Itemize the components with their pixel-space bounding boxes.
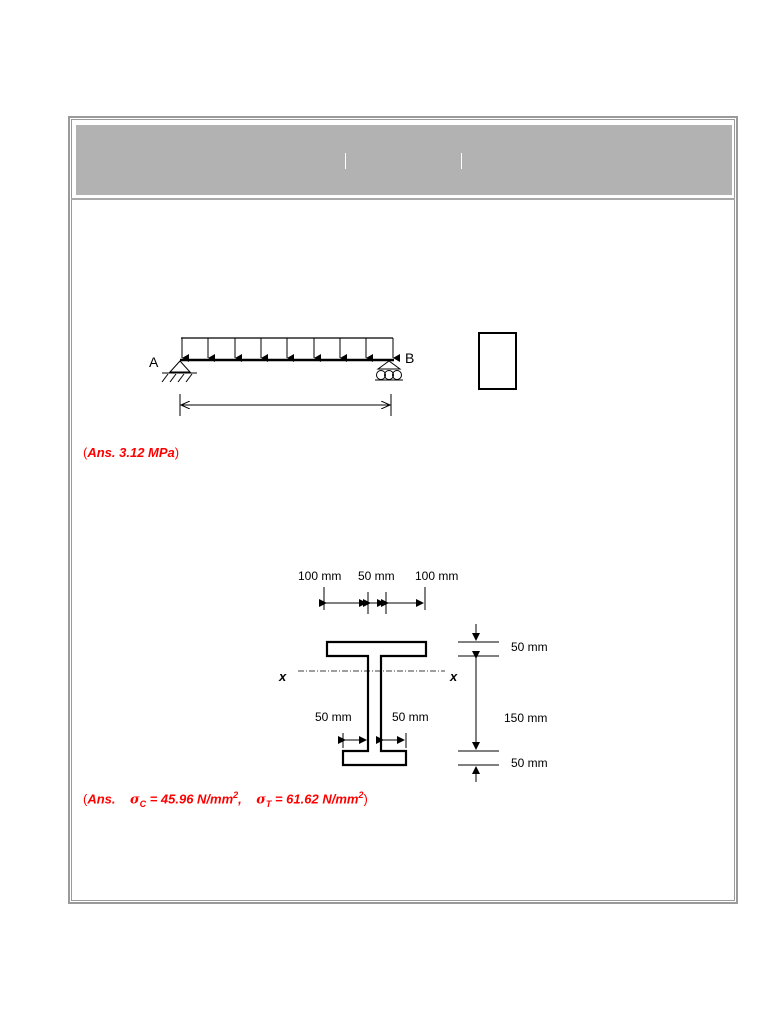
sigma-c-symbol: σ xyxy=(129,792,140,808)
label-a: A xyxy=(149,354,159,370)
sigma-t-exponent: 2 xyxy=(358,790,364,800)
dim-top-flange: 50 mm xyxy=(511,640,548,654)
i-section-diagram xyxy=(278,569,548,782)
sigma-t-subscript: T xyxy=(265,798,272,809)
sigma-c-exponent: 2 xyxy=(233,790,239,800)
dim-bottom-right: 50 mm xyxy=(392,710,429,724)
udl-arrows xyxy=(182,338,393,358)
bottom-dimension-lines xyxy=(343,733,406,748)
axis-label-right: x xyxy=(450,669,458,684)
answer-2-label: Ans. xyxy=(87,791,116,807)
answer-1 xyxy=(83,445,179,460)
dim-bottom-left: 50 mm xyxy=(315,710,352,724)
answer-1-close-paren: ) xyxy=(174,445,180,460)
answer-2 xyxy=(83,790,368,809)
dim-top-left: 100 mm xyxy=(298,569,342,583)
top-dimension-lines xyxy=(324,587,425,614)
sigma-t-value: = 61.62 N/mm xyxy=(274,791,359,807)
dim-top-middle: 50 mm xyxy=(358,569,395,583)
rect-cross-section xyxy=(479,333,516,389)
roller-support-b xyxy=(375,361,403,380)
i-beam-outline xyxy=(327,642,426,765)
answer-2-close-paren: ) xyxy=(363,791,368,807)
answer-1-text: Ans. 3.12 MPa xyxy=(87,445,175,460)
right-dimension-lines xyxy=(458,624,499,782)
answer-2-open-paren: ( xyxy=(83,791,88,807)
dim-bottom-flange: 50 mm xyxy=(511,756,548,770)
pin-support-a xyxy=(162,361,197,382)
answer-2-comma: , xyxy=(238,791,242,807)
dim-top-right: 100 mm xyxy=(415,569,459,583)
answer-1-open-paren: ( xyxy=(83,445,88,460)
beam-diagram xyxy=(149,338,414,416)
sigma-c-value: = 45.96 N/mm xyxy=(149,791,234,807)
sigma-c-subscript: C xyxy=(139,798,147,809)
axis-label-left: x xyxy=(279,669,287,684)
sigma-t-symbol: σ xyxy=(256,792,266,808)
dim-web-height: 150 mm xyxy=(504,711,548,725)
label-b: B xyxy=(405,350,415,366)
